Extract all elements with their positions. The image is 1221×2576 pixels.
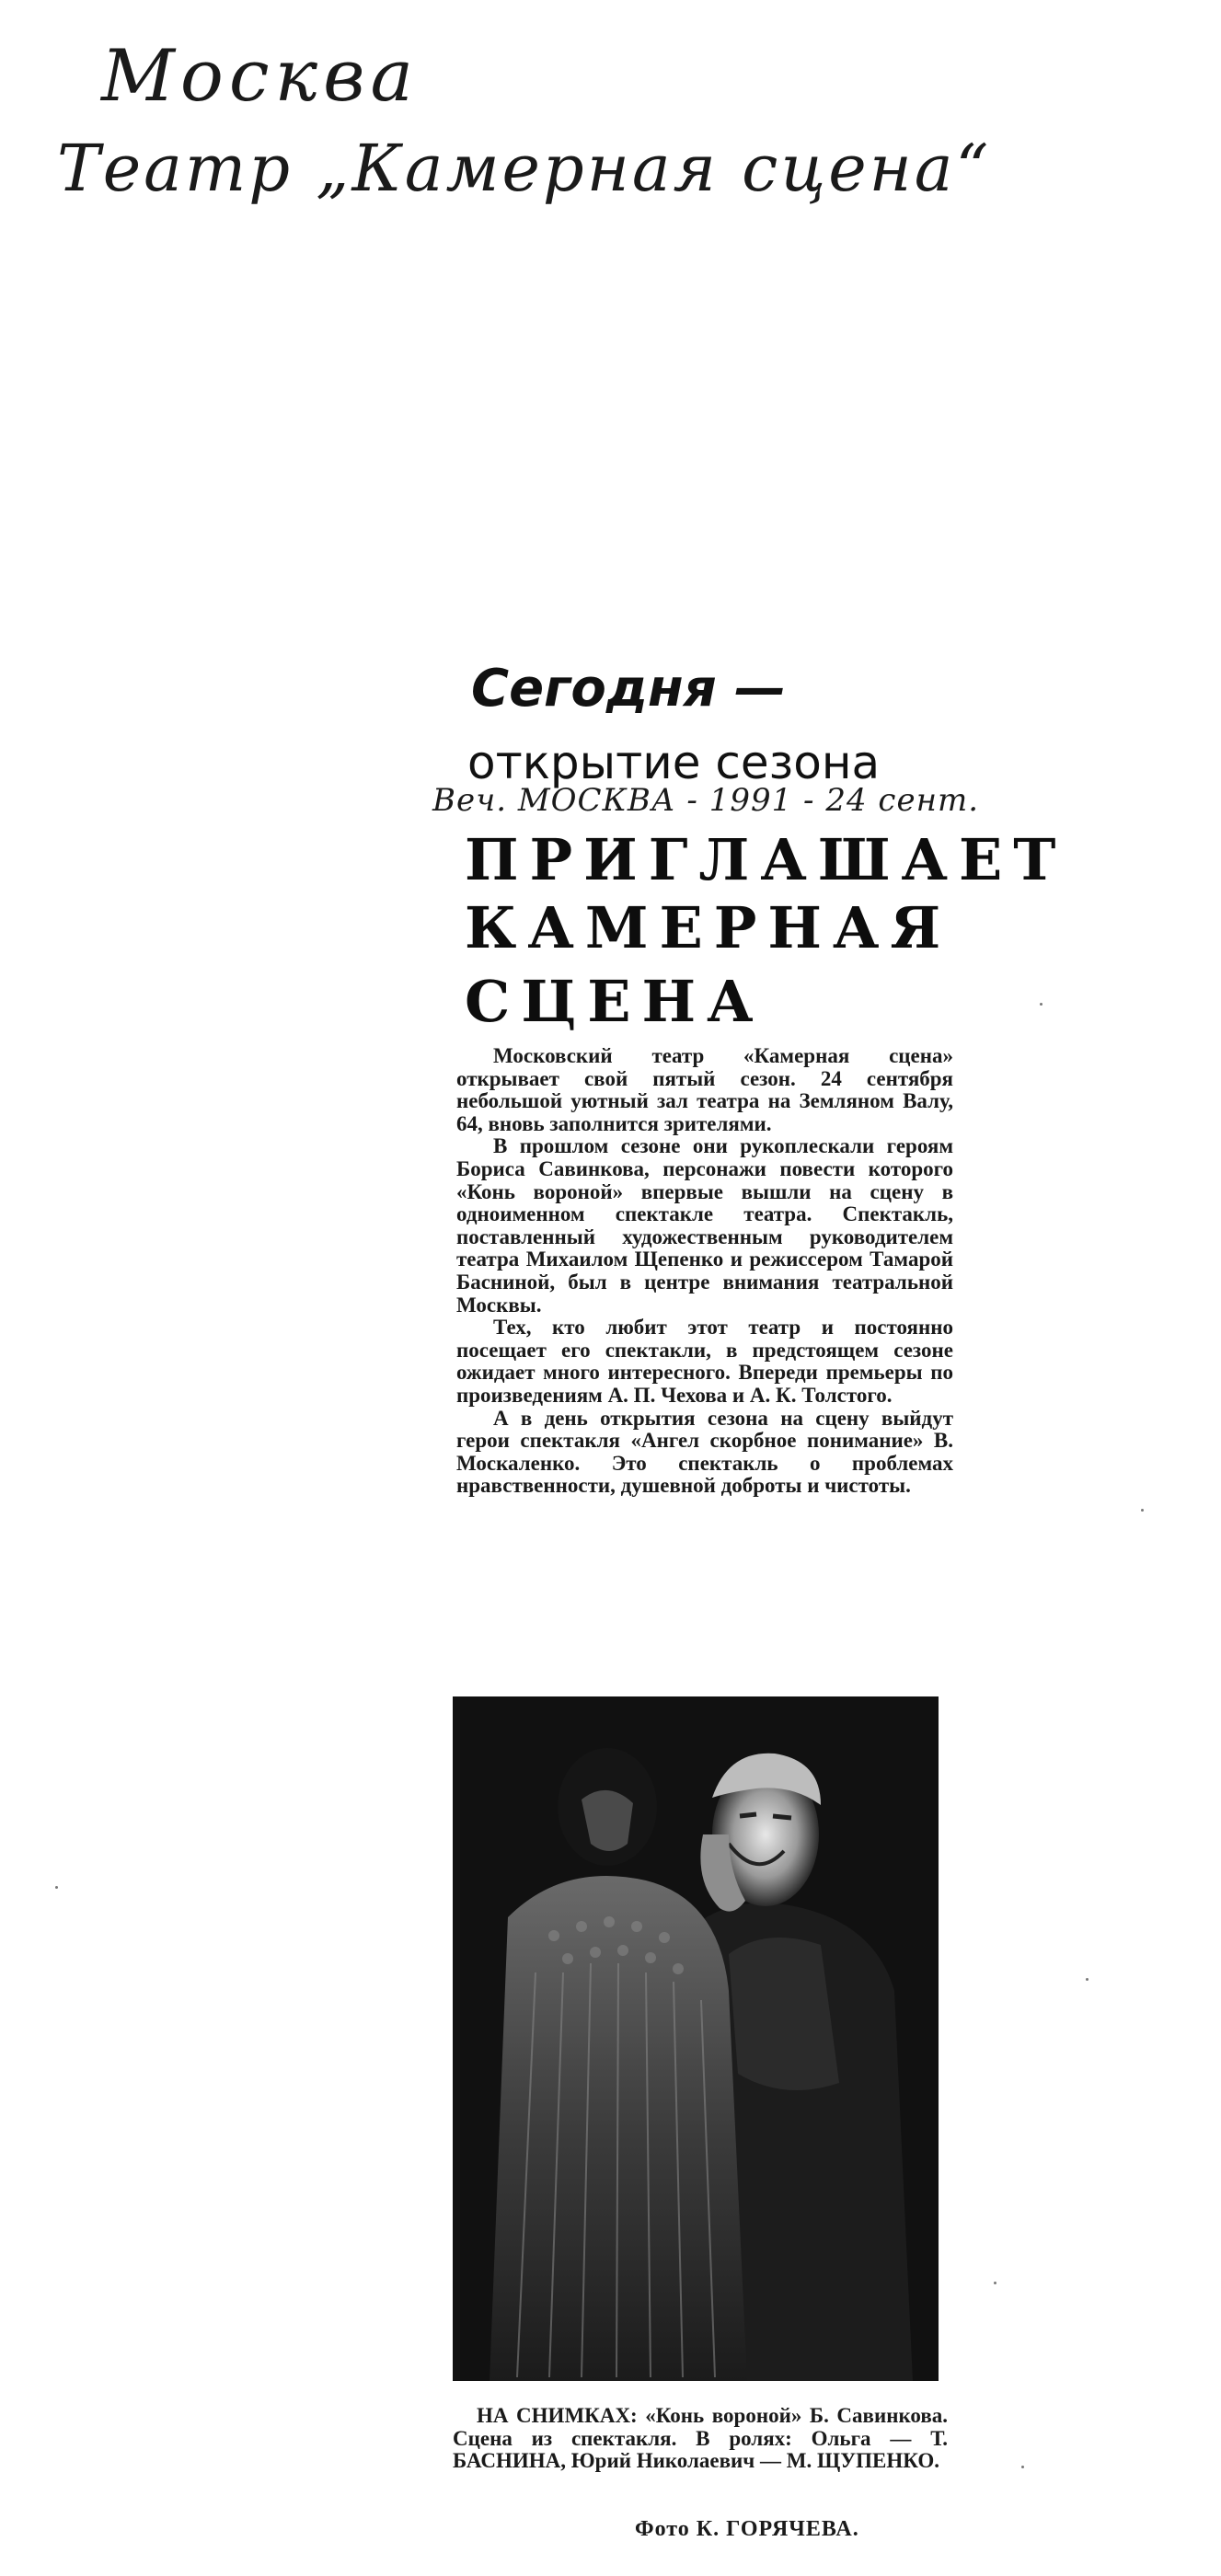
- article-body: [456, 1045, 953, 1498]
- scan-speck: [1141, 1509, 1144, 1512]
- article-paragraph: Московский театр «Камерная сцена» открывает свой пятый сезон. 24 сентября небольшой уютный зал театра на Земляном Валу, 64, вновь заполнится зрителями.: [456, 1044, 953, 1135]
- stage-photo: [453, 1696, 939, 2381]
- kicker-today: Сегодня —: [471, 659, 787, 719]
- headline-line-3: СЦЕНА: [465, 968, 765, 1035]
- article-paragraph: В прошлом сезоне они рукоплескали героям Бориса Савинкова, персонажи повести которого «Конь вороной» впервые вышли на сцену в одноименном спектакле театра. Спектакль, поставленный художественным руководителем театра Михаилом Щепенко и режиссером Тамарой Басниной, был в центре внимания театральной Москвы.: [456, 1134, 953, 1317]
- photo-caption: [453, 2405, 948, 2473]
- scan-speck: [994, 2282, 996, 2284]
- scan-speck: [1021, 2466, 1024, 2468]
- article-paragraph: Тех, кто любит этот театр и постоянно посещает его спектакли, в предстоящем сезоне ожидает много интересного. Впереди премьеры по произведениям А. П. Чехова и А. К. Толстого.: [456, 1316, 953, 1407]
- headline-line-2: КАМЕРНАЯ: [465, 894, 952, 961]
- caption-text: НА СНИМКАХ: «Конь вороной» Б. Савинкова. Сцена из спектакля. В ролях: Ольга — Т. БАСНИНА, Юрий Николаевич — М. ЩУПЕНКО.: [453, 2404, 948, 2472]
- handwritten-source-note: Веч. МОСКВА - 1991 - 24 сент.: [432, 782, 980, 819]
- scan-speck: [1086, 1978, 1089, 1981]
- photo-credit: Фото К. ГОРЯЧЕВА.: [635, 2517, 859, 2541]
- headline-line-1: ПРИГЛАШАЕТ: [465, 826, 1067, 893]
- scan-speck: [55, 1886, 58, 1889]
- kicker-season-opening: открытие сезона: [467, 736, 881, 789]
- stage-photo-illustration: [453, 1696, 939, 2381]
- scan-speck: [1040, 1003, 1042, 1006]
- handwritten-city-note: Москва: [101, 35, 419, 118]
- article-paragraph: А в день открытия сезона на сцену выйдут герои спектакля «Ангел скорбное понимание» В. Москаленко. Это спектакль о проблемах нравственности, душевной доброты и чистоты.: [456, 1406, 953, 1498]
- handwritten-theatre-note: Театр „Камерная сцена“: [57, 131, 992, 206]
